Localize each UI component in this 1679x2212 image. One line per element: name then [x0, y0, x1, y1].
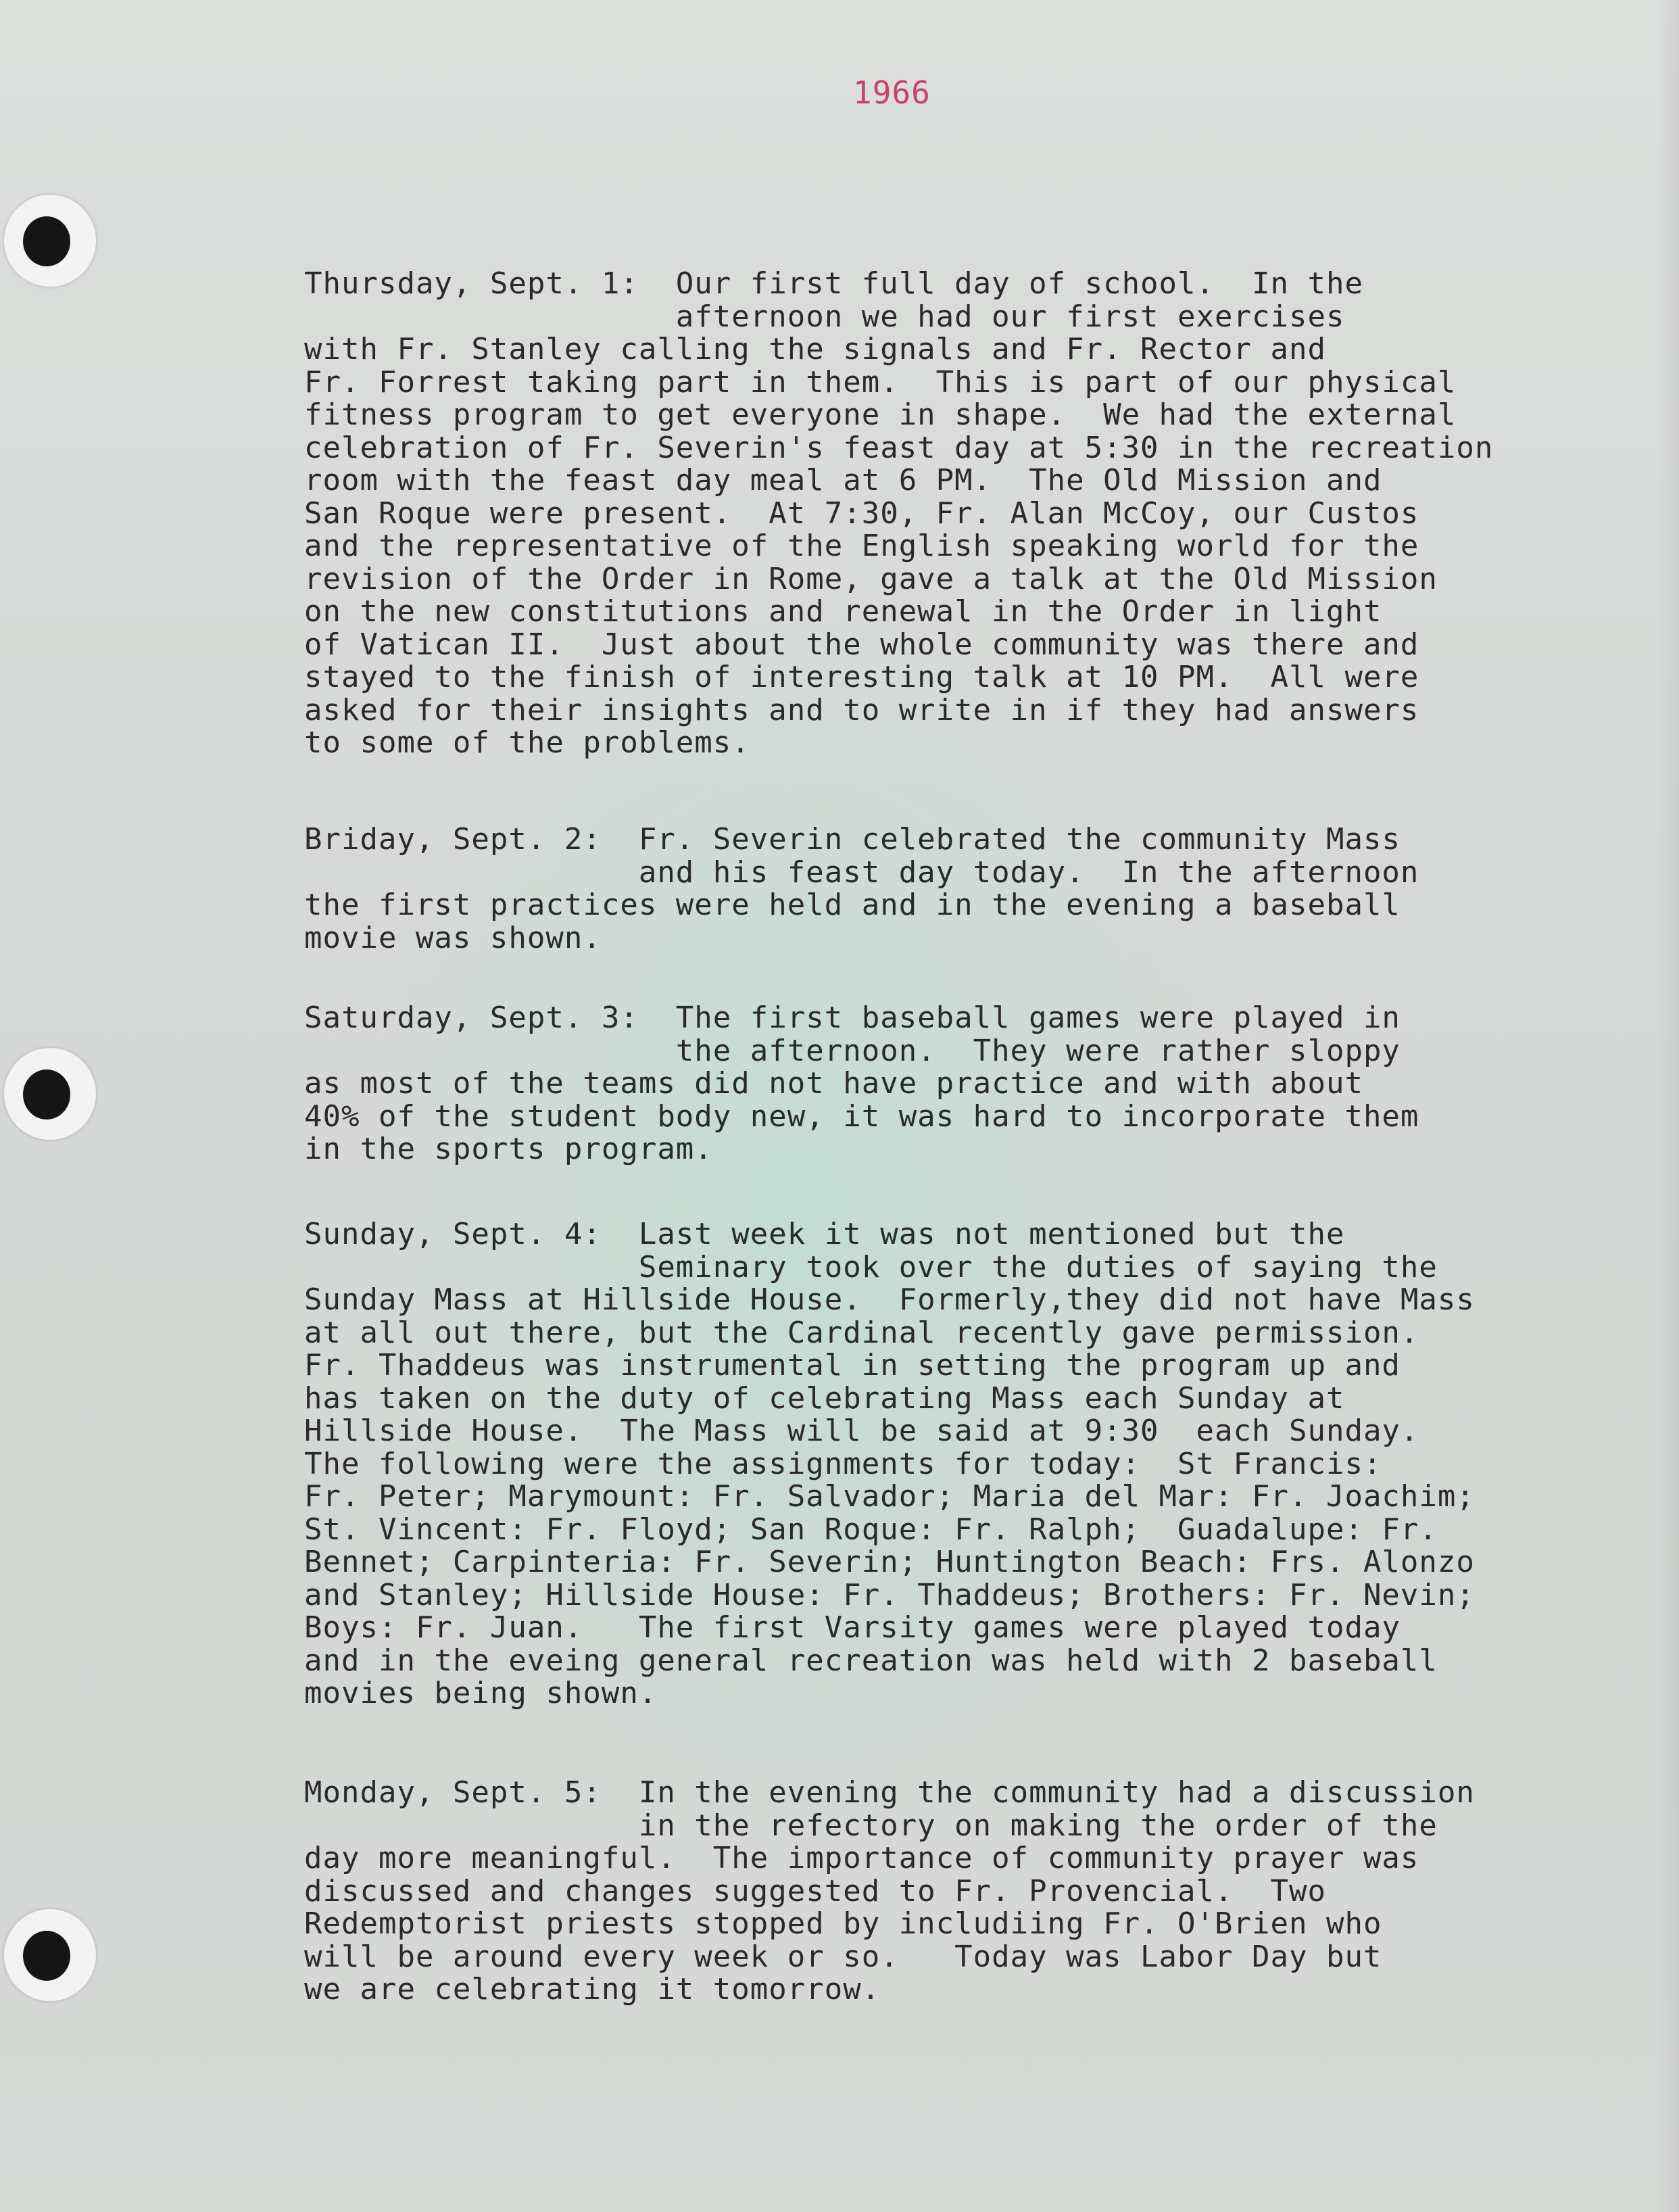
- entry-text-line: revision of the Order in Rome, gave a talk at the Old Mission: [304, 561, 1438, 596]
- entry-text-line: movie was shown.: [304, 920, 602, 955]
- entry-text-line: in the sports program.: [304, 1132, 713, 1166]
- entry-monday-sept-5: [304, 1777, 1656, 2006]
- entry-text-line: Saturday, Sept. 3: The first baseball games were played in: [304, 1001, 1401, 1035]
- entry-text-line: the first practices were held and in the evening a baseball: [304, 888, 1401, 922]
- entry-text-line: on the new constitutions and renewal in the Order in light: [304, 594, 1382, 629]
- entry-text-line: to some of the problems.: [304, 725, 750, 760]
- entry-thursday-sept-1: [304, 268, 1656, 760]
- entry-text-line: Hillside House. The Mass will be said at 9:30 each Sunday.: [304, 1414, 1419, 1448]
- entry-text-line: movies being shown.: [304, 1676, 658, 1710]
- entry-text-line: afternoon we had our first exercises: [304, 299, 1345, 334]
- entry-text-line: at all out there, but the Cardinal recently gave permission.: [304, 1315, 1419, 1350]
- entry-text-line: will be around every week or so. Today was Labor Day but: [304, 1939, 1382, 1974]
- entry-saturday-sept-3: [304, 1002, 1656, 1166]
- binder-hole-middle: [4, 1048, 96, 1140]
- entry-text-line: we are celebrating it tomorrow.: [304, 1972, 881, 2006]
- entry-text-line: Fr. Peter; Marymount: Fr. Salvador; Maria del Mar: Fr. Joachim;: [304, 1479, 1475, 1514]
- entry-text-line: and his feast day today. In the afternoon: [304, 855, 1419, 890]
- entry-text-line: Thursday, Sept. 1: Our first full day of school. In the: [304, 266, 1363, 301]
- entry-text-line: Fr. Thaddeus was instrumental in setting the program up and: [304, 1348, 1401, 1382]
- entry-text-line: stayed to the finish of interesting talk at 10 PM. All were: [304, 660, 1419, 694]
- entry-text-line: 40% of the student body new, it was hard to incorporate them: [304, 1099, 1419, 1134]
- entry-text-line: room with the feast day meal at 6 PM. The Old Mission and: [304, 463, 1382, 498]
- binder-hole-bottom: [4, 1909, 96, 2001]
- entry-text-line: Boys: Fr. Juan. The first Varsity games were played today: [304, 1610, 1401, 1645]
- entry-text-line: day more meaningful. The importance of community prayer was: [304, 1841, 1419, 1875]
- entry-text-line: Seminary took over the duties of saying the: [304, 1249, 1438, 1284]
- entry-text-line: and in the eveing general recreation was held with 2 baseball: [304, 1643, 1438, 1678]
- entry-text-line: of Vatican II. Just about the whole community was there and: [304, 627, 1419, 662]
- entry-text-line: as most of the teams did not have practice and with about: [304, 1066, 1363, 1101]
- entry-text-line: fitness program to get everyone in shape. We had the external: [304, 398, 1457, 432]
- entry-text-line: Redemptorist priests stopped by includiing Fr. O'Brien who: [304, 1906, 1382, 1941]
- binder-hole-top: [4, 195, 96, 287]
- entry-text-line: with Fr. Stanley calling the signals and Fr. Rector and: [304, 332, 1326, 366]
- entry-text-line: The following were the assignments for today: St Francis:: [304, 1446, 1382, 1481]
- entry-text-line: and the representative of the English speaking world for the: [304, 529, 1419, 563]
- entry-text-line: St. Vincent: Fr. Floyd; San Roque: Fr. Ralph; Guadalupe: Fr.: [304, 1512, 1438, 1547]
- entry-text-line: in the refectory on making the order of the: [304, 1808, 1438, 1843]
- entry-text-line: asked for their insights and to write in if they had answers: [304, 692, 1419, 727]
- entry-text-line: has taken on the duty of celebrating Mass each Sunday at: [304, 1380, 1345, 1416]
- entry-text-line: discussed and changes suggested to Fr. Provencial. Two: [304, 1873, 1326, 1908]
- entry-text-line: and Stanley; Hillside House: Fr. Thaddeus; Brothers: Fr. Nevin;: [304, 1577, 1475, 1612]
- entry-text-line: the afternoon. They were rather sloppy: [304, 1033, 1401, 1068]
- entry-text-line: Sunday, Sept. 4: Last week it was not mentioned but the: [304, 1217, 1345, 1251]
- entry-text-line: celebration of Fr. Severin's feast day at 5:30 in the recreation: [304, 430, 1494, 465]
- page-year-heading: 1966: [853, 74, 931, 111]
- entry-sunday-sept-4: [304, 1218, 1656, 1710]
- entry-text-line: Monday, Sept. 5: In the evening the community had a discussion: [304, 1775, 1475, 1810]
- entry-text-line: Fr. Forrest taking part in them. This is part of our physical: [304, 364, 1457, 400]
- entry-text-line: San Roque were present. At 7:30, Fr. Alan McCoy, our Custos: [304, 496, 1419, 531]
- entry-text-line: Sunday Mass at Hillside House. Formerly,they did not have Mass: [304, 1282, 1475, 1317]
- entry-friday-sept-2: [304, 823, 1656, 955]
- entry-text-line: Bennet; Carpinteria: Fr. Severin; Huntington Beach: Frs. Alonzo: [304, 1545, 1475, 1579]
- entry-text-line: Briday, Sept. 2: Fr. Severin celebrated the community Mass: [304, 822, 1401, 857]
